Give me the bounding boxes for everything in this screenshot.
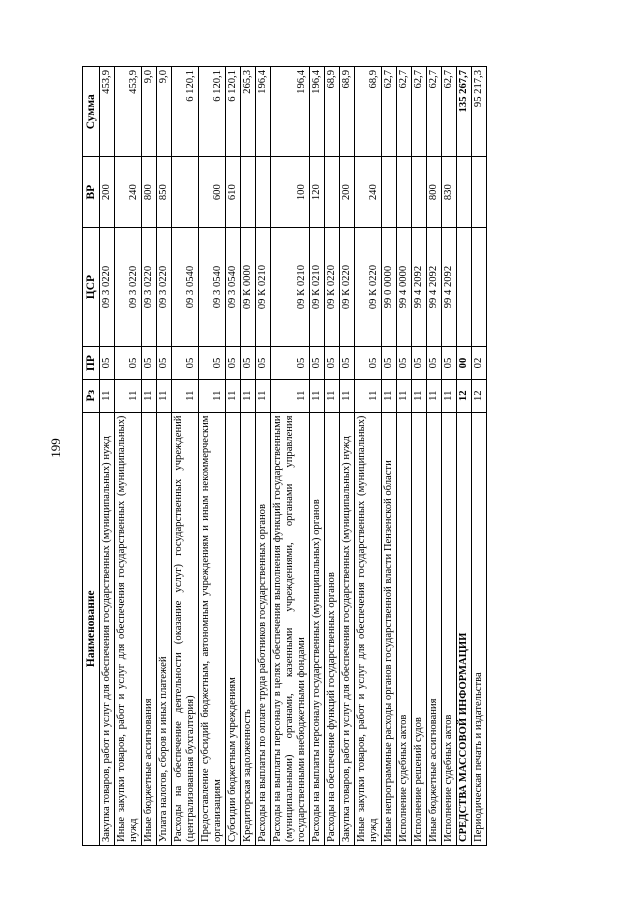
cell-name: Исполнение судебных актов: [442, 412, 457, 845]
cell-rz: 11: [256, 379, 271, 412]
cell-csr: 99 0 0000: [382, 227, 397, 346]
cell-vr: 120: [310, 157, 325, 227]
cell-sum: 68,9: [355, 67, 382, 158]
cell-csr: 09 3 0540: [172, 227, 199, 346]
cell-sum: 135 267,7: [457, 67, 472, 158]
cell-csr: 99 4 2092: [442, 227, 457, 346]
header-vr: ВР: [83, 157, 100, 227]
cell-csr: 09 3 0220: [157, 227, 172, 346]
cell-pr: 05: [172, 347, 199, 380]
cell-sum: 62,7: [412, 67, 427, 158]
cell-pr: 05: [310, 347, 325, 380]
cell-vr: [412, 157, 427, 227]
table-row: [340, 67, 355, 846]
cell-pr: 02: [472, 347, 487, 380]
cell-pr: 05: [199, 347, 226, 380]
table-row: [310, 67, 325, 846]
cell-sum: 68,9: [325, 67, 340, 158]
cell-sum: 6 120,1: [172, 67, 199, 158]
table-row: [157, 67, 172, 846]
cell-csr: 09 3 0220: [142, 227, 157, 346]
cell-sum: 68,9: [340, 67, 355, 158]
cell-name: Расходы на выплаты персоналу государственных (муниципальных) органов: [310, 412, 325, 845]
cell-name: Расходы на выплаты по оплате труда работников государственных органов: [256, 412, 271, 845]
cell-sum: 6 120,1: [199, 67, 226, 158]
cell-csr: [472, 227, 487, 346]
cell-rz: 11: [157, 379, 172, 412]
cell-rz: 11: [172, 379, 199, 412]
cell-pr: 05: [340, 347, 355, 380]
cell-vr: 800: [142, 157, 157, 227]
cell-rz: 11: [271, 379, 310, 412]
cell-csr: 09 К 0210: [310, 227, 325, 346]
page-number: 199: [48, 438, 63, 458]
cell-name: СРЕДСТВА МАССОВОЙ ИНФОРМАЦИИ: [457, 412, 472, 845]
cell-name: Периодическая печать и издательства: [472, 412, 487, 845]
table-row: [325, 67, 340, 846]
cell-sum: 196,4: [271, 67, 310, 158]
cell-pr: 05: [355, 347, 382, 380]
cell-pr: 05: [142, 347, 157, 380]
cell-csr: 99 4 2092: [427, 227, 442, 346]
cell-rz: 11: [226, 379, 241, 412]
cell-rz: 11: [382, 379, 397, 412]
cell-sum: 265,3: [241, 67, 256, 158]
cell-vr: 800: [427, 157, 442, 227]
header-csr: ЦСР: [83, 227, 100, 346]
table-row: [100, 67, 115, 846]
cell-sum: 62,7: [427, 67, 442, 158]
table-row: [457, 67, 472, 846]
cell-sum: 62,7: [442, 67, 457, 158]
cell-pr: 00: [457, 347, 472, 380]
table-row: [355, 67, 382, 846]
budget-table: [82, 66, 487, 846]
cell-rz: 11: [100, 379, 115, 412]
cell-name: Расходы на обеспечение деятельности (оказание услуг) государственных учреждений (централизованная бухгалтерия): [172, 412, 199, 845]
cell-pr: 05: [226, 347, 241, 380]
cell-rz: 12: [457, 379, 472, 412]
header-sum: Сумма: [83, 67, 100, 158]
cell-csr: 09 3 0540: [226, 227, 241, 346]
cell-sum: 9,0: [142, 67, 157, 158]
cell-rz: 11: [310, 379, 325, 412]
cell-sum: 196,4: [256, 67, 271, 158]
cell-name: Уплата налогов, сборов и иных платежей: [157, 412, 172, 845]
cell-sum: 6 120,1: [226, 67, 241, 158]
table-row: [397, 67, 412, 846]
cell-csr: 09 3 0220: [115, 227, 142, 346]
cell-name: Субсидии бюджетным учреждениям: [226, 412, 241, 845]
cell-vr: [256, 157, 271, 227]
cell-csr: 09 К 0220: [340, 227, 355, 346]
cell-pr: 05: [325, 347, 340, 380]
cell-name: Иные непрограммные расходы органов государственной власти Пензенской области: [382, 412, 397, 845]
table-row: [271, 67, 310, 846]
cell-pr: 05: [382, 347, 397, 380]
table-row: [382, 67, 397, 846]
cell-pr: 05: [115, 347, 142, 380]
cell-rz: 11: [397, 379, 412, 412]
cell-csr: 09 К 0220: [325, 227, 340, 346]
cell-rz: 11: [412, 379, 427, 412]
cell-rz: 11: [142, 379, 157, 412]
cell-sum: 196,4: [310, 67, 325, 158]
table-row: [172, 67, 199, 846]
cell-pr: 05: [256, 347, 271, 380]
table-row: [427, 67, 442, 846]
cell-sum: 453,9: [115, 67, 142, 158]
cell-csr: [457, 227, 472, 346]
rotated-table-container: [82, 66, 544, 846]
cell-csr: 09 К 0000: [241, 227, 256, 346]
cell-rz: 11: [340, 379, 355, 412]
cell-name: Закупка товаров, работ и услуг для обеспечения государственных (муниципальных) нужд: [100, 412, 115, 845]
cell-vr: 240: [115, 157, 142, 227]
cell-rz: 11: [115, 379, 142, 412]
cell-csr: 09 К 0220: [355, 227, 382, 346]
table-row: [256, 67, 271, 846]
cell-rz: 11: [325, 379, 340, 412]
cell-csr: 99 4 2092: [412, 227, 427, 346]
table-row: [115, 67, 142, 846]
cell-csr: 09 3 0220: [100, 227, 115, 346]
cell-sum: 453,9: [100, 67, 115, 158]
cell-name: Иные закупки товаров, работ и услуг для обеспечения государственных (муниципальных) нужд: [115, 412, 142, 845]
cell-name: Иные бюджетные ассигнования: [142, 412, 157, 845]
table-row: [142, 67, 157, 846]
table-row: [472, 67, 487, 846]
cell-name: Расходы на обеспечение функций государственных органов: [325, 412, 340, 845]
cell-pr: 05: [427, 347, 442, 380]
table-row: [199, 67, 226, 846]
cell-sum: 95 217,3: [472, 67, 487, 158]
cell-vr: 200: [340, 157, 355, 227]
header-name: Наименование: [83, 412, 100, 845]
cell-csr: 09 К 0210: [271, 227, 310, 346]
cell-pr: 05: [412, 347, 427, 380]
cell-name: Исполнение решений судов: [412, 412, 427, 845]
cell-vr: 610: [226, 157, 241, 227]
table-header-row: [83, 67, 100, 846]
cell-vr: 830: [442, 157, 457, 227]
cell-pr: 05: [241, 347, 256, 380]
cell-vr: 600: [199, 157, 226, 227]
cell-vr: 850: [157, 157, 172, 227]
cell-csr: 09 К 0210: [256, 227, 271, 346]
cell-vr: [382, 157, 397, 227]
table-row: [442, 67, 457, 846]
cell-vr: [172, 157, 199, 227]
cell-rz: 11: [427, 379, 442, 412]
cell-rz: 11: [355, 379, 382, 412]
cell-vr: [325, 157, 340, 227]
cell-sum: 62,7: [382, 67, 397, 158]
cell-rz: 11: [442, 379, 457, 412]
cell-name: Кредиторская задолженность: [241, 412, 256, 845]
header-rz: Рз: [83, 379, 100, 412]
cell-name: Иные бюджетные ассигнования: [427, 412, 442, 845]
cell-name: Иные закупки товаров, работ и услуг для обеспечения государственных (муниципальных) нужд: [355, 412, 382, 845]
cell-name: Закупка товаров, работ и услуг для обеспечения государственных (муниципальных) нужд: [340, 412, 355, 845]
table-body: [100, 67, 487, 846]
cell-name: Предоставление субсидий бюджетным, автономным учреждениям и иным некоммерческим организациям: [199, 412, 226, 845]
cell-rz: 12: [472, 379, 487, 412]
cell-csr: 09 3 0540: [199, 227, 226, 346]
cell-rz: 11: [241, 379, 256, 412]
cell-vr: 200: [100, 157, 115, 227]
cell-sum: 62,7: [397, 67, 412, 158]
cell-vr: 100: [271, 157, 310, 227]
cell-vr: [472, 157, 487, 227]
header-pr: ПР: [83, 347, 100, 380]
cell-name: Исполнение судебных актов: [397, 412, 412, 845]
table-row: [412, 67, 427, 846]
cell-pr: 05: [397, 347, 412, 380]
cell-rz: 11: [199, 379, 226, 412]
cell-pr: 05: [100, 347, 115, 380]
table-row: [226, 67, 241, 846]
cell-pr: 05: [442, 347, 457, 380]
cell-vr: [457, 157, 472, 227]
cell-pr: 05: [157, 347, 172, 380]
cell-pr: 05: [271, 347, 310, 380]
cell-vr: [397, 157, 412, 227]
cell-name: Расходы на выплаты персоналу в целях обеспечения выполнения функций государственными (муниципальными) органами, казенными учреждениями, органами управления государственными внебюджетными фондами: [271, 412, 310, 845]
cell-vr: [241, 157, 256, 227]
cell-sum: 9,0: [157, 67, 172, 158]
table-row: [241, 67, 256, 846]
cell-vr: 240: [355, 157, 382, 227]
cell-csr: 99 4 0000: [397, 227, 412, 346]
